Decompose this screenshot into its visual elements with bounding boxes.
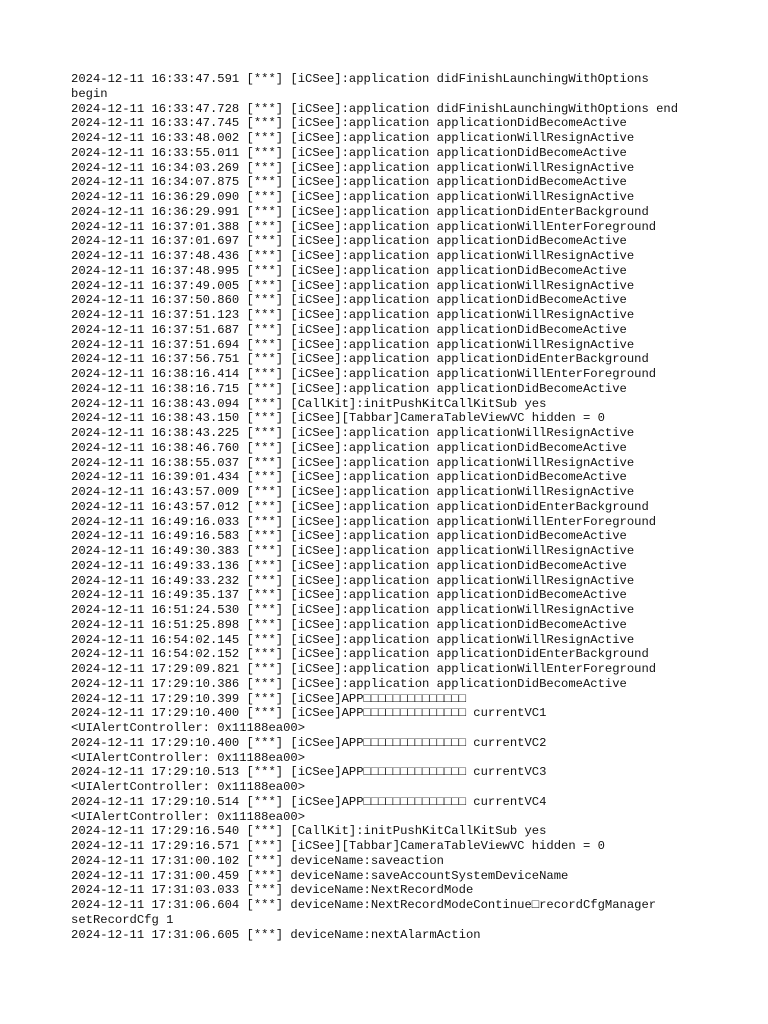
log-line: 2024-12-11 16:49:33.232 [***] [iCSee]:application applicationWillResignActive xyxy=(71,573,635,588)
log-line: 2024-12-11 16:38:55.037 [***] [iCSee]:application applicationWillResignActive xyxy=(71,455,635,470)
log-line: 2024-12-11 16:37:51.687 [***] [iCSee]:application applicationDidBecomeActive xyxy=(71,322,627,337)
log-line: 2024-12-11 17:29:10.513 [***] [iCSee]APP□□□□□□□□□□□□□□ currentVC3 xyxy=(71,765,547,780)
log-line: <UIAlertController: 0x11188ea00> xyxy=(71,750,306,765)
log-line: 2024-12-11 16:38:43.150 [***] [iCSee][Tabbar]CameraTableViewVC hidden = 0 xyxy=(71,411,605,426)
log-line: 2024-12-11 16:51:24.530 [***] [iCSee]:application applicationWillResignActive xyxy=(71,603,635,617)
log-line: 2024-12-11 16:37:50.860 [***] [iCSee]:application applicationDidBecomeActive xyxy=(71,293,627,308)
log-line: setRecordCfg 1 xyxy=(71,912,174,927)
log-line: 2024-12-11 17:29:09.821 [***] [iCSee]:application applicationWillEnterForeground xyxy=(71,662,657,676)
log-line: 2024-12-11 16:37:48.436 [***] [iCSee]:application applicationWillResignActive xyxy=(71,249,635,263)
log-line: 2024-12-11 16:49:16.583 [***] [iCSee]:application applicationDidBecomeActive xyxy=(71,529,627,544)
log-line: 2024-12-11 16:33:47.745 [***] [iCSee]:application applicationDidBecomeActive xyxy=(71,116,627,131)
log-line: 2024-12-11 16:54:02.152 [***] [iCSee]:application applicationDidEnterBackground xyxy=(71,647,649,662)
log-line: 2024-12-11 16:43:57.012 [***] [iCSee]:application applicationDidEnterBackground xyxy=(71,499,649,514)
log-line: 2024-12-11 16:37:51.123 [***] [iCSee]:application applicationWillResignActive xyxy=(71,308,635,322)
log-line: begin xyxy=(71,86,108,101)
log-line: 2024-12-11 16:38:16.414 [***] [iCSee]:application applicationWillEnterForeground xyxy=(71,367,657,381)
log-line: 2024-12-11 17:31:06.604 [***] deviceName:NextRecordModeContinue□recordCfgManager xyxy=(71,898,657,912)
log-line: 2024-12-11 16:33:47.591 [***] [iCSee]:application didFinishLaunchingWithOptions xyxy=(71,72,649,86)
log-line: <UIAlertController: 0x11188ea00> xyxy=(71,721,306,735)
log-line: 2024-12-11 16:36:29.991 [***] [iCSee]:application applicationDidEnterBackground xyxy=(71,204,649,219)
log-line: 2024-12-11 17:29:10.386 [***] [iCSee]:application applicationDidBecomeActive xyxy=(71,676,627,691)
log-line: <UIAlertController: 0x11188ea00> xyxy=(71,809,306,824)
log-line: 2024-12-11 17:29:10.514 [***] [iCSee]APP□□□□□□□□□□□□□□ currentVC4 xyxy=(71,794,547,809)
log-line: 2024-12-11 16:38:43.094 [***] [CallKit]:initPushKitCallKitSub yes xyxy=(71,396,547,411)
log-line: 2024-12-11 16:37:49.005 [***] [iCSee]:application applicationWillResignActive xyxy=(71,278,635,293)
log-line: 2024-12-11 16:34:03.269 [***] [iCSee]:application applicationWillResignActive xyxy=(71,160,635,175)
log-line: 2024-12-11 17:31:03.033 [***] deviceName:NextRecordMode xyxy=(71,883,474,898)
log-line: 2024-12-11 16:38:16.715 [***] [iCSee]:application applicationDidBecomeActive xyxy=(71,381,627,396)
log-line: 2024-12-11 17:31:00.102 [***] deviceName:saveaction xyxy=(71,853,444,868)
log-line: 2024-12-11 16:37:51.694 [***] [iCSee]:application applicationWillResignActive xyxy=(71,337,635,352)
log-line: 2024-12-11 16:33:55.011 [***] [iCSee]:application applicationDidBecomeActive xyxy=(71,145,627,160)
log-line: 2024-12-11 16:33:48.002 [***] [iCSee]:application applicationWillResignActive xyxy=(71,131,635,145)
log-line: 2024-12-11 17:29:10.399 [***] [iCSee]APP□□□□□□□□□□□□□□ xyxy=(71,691,466,706)
log-line: 2024-12-11 16:39:01.434 [***] [iCSee]:application applicationDidBecomeActive xyxy=(71,470,627,485)
log-line: 2024-12-11 16:51:25.898 [***] [iCSee]:application applicationDidBecomeActive xyxy=(71,617,627,632)
log-line: 2024-12-11 16:34:07.875 [***] [iCSee]:application applicationDidBecomeActive xyxy=(71,175,627,190)
log-line: 2024-12-11 16:38:46.760 [***] [iCSee]:application applicationDidBecomeActive xyxy=(71,440,627,455)
log-line: 2024-12-11 17:31:00.459 [***] deviceName:saveAccountSystemDeviceName xyxy=(71,868,569,883)
log-line: 2024-12-11 16:49:16.033 [***] [iCSee]:application applicationWillEnterForeground xyxy=(71,514,657,529)
log-line: 2024-12-11 16:49:33.136 [***] [iCSee]:application applicationDidBecomeActive xyxy=(71,558,627,573)
log-line: 2024-12-11 17:29:10.400 [***] [iCSee]APP□□□□□□□□□□□□□□ currentVC2 xyxy=(71,735,547,750)
log-line: <UIAlertController: 0x11188ea00> xyxy=(71,780,306,794)
log-line: 2024-12-11 17:29:10.400 [***] [iCSee]APP□□□□□□□□□□□□□□ currentVC1 xyxy=(71,706,547,721)
log-document xyxy=(71,72,711,942)
log-line: 2024-12-11 16:43:57.009 [***] [iCSee]:application applicationWillResignActive xyxy=(71,485,635,499)
log-line: 2024-12-11 16:37:48.995 [***] [iCSee]:application applicationDidBecomeActive xyxy=(71,263,627,278)
log-line: 2024-12-11 17:29:16.571 [***] [iCSee][Tabbar]CameraTableViewVC hidden = 0 xyxy=(71,839,605,853)
log-line: 2024-12-11 16:49:35.137 [***] [iCSee]:application applicationDidBecomeActive xyxy=(71,588,627,603)
log-line: 2024-12-11 16:54:02.145 [***] [iCSee]:application applicationWillResignActive xyxy=(71,632,635,647)
log-line: 2024-12-11 16:37:01.388 [***] [iCSee]:application applicationWillEnterForeground xyxy=(71,219,657,234)
log-line: 2024-12-11 17:31:06.605 [***] deviceName:nextAlarmAction xyxy=(71,927,481,942)
log-line: 2024-12-11 16:37:01.697 [***] [iCSee]:application applicationDidBecomeActive xyxy=(71,234,627,249)
log-line: 2024-12-11 16:38:43.225 [***] [iCSee]:application applicationWillResignActive xyxy=(71,426,635,440)
log-line: 2024-12-11 16:37:56.751 [***] [iCSee]:application applicationDidEnterBackground xyxy=(71,352,649,367)
log-line: 2024-12-11 16:36:29.090 [***] [iCSee]:application applicationWillResignActive xyxy=(71,190,635,204)
log-line: 2024-12-11 16:33:47.728 [***] [iCSee]:application didFinishLaunchingWithOptions end xyxy=(71,101,679,116)
log-line: 2024-12-11 16:49:30.383 [***] [iCSee]:application applicationWillResignActive xyxy=(71,544,635,558)
log-line: 2024-12-11 17:29:16.540 [***] [CallKit]:initPushKitCallKitSub yes xyxy=(71,824,547,839)
